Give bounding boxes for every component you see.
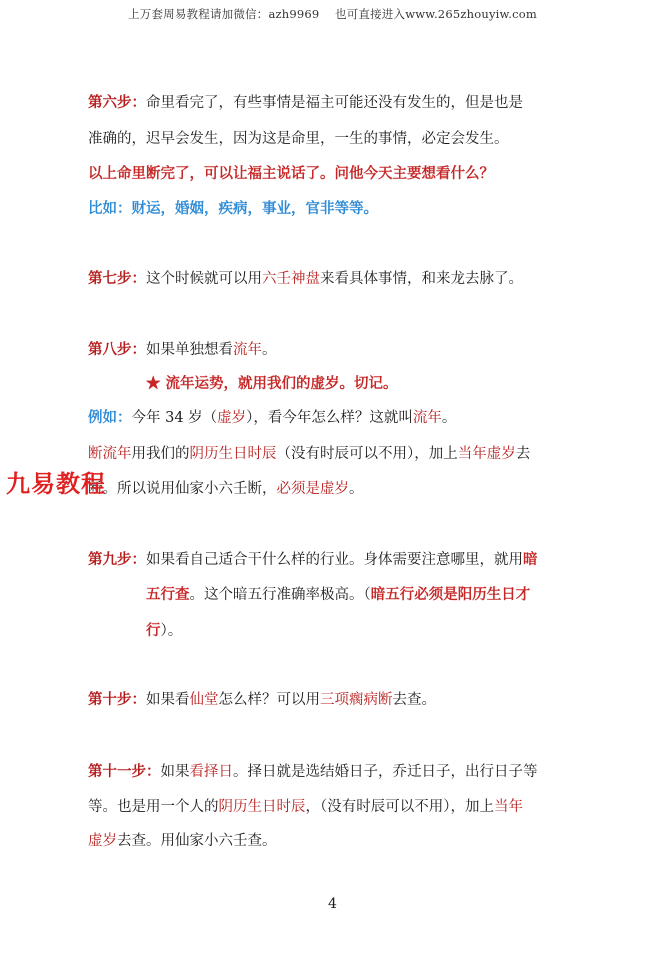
step11-line2 (88, 797, 523, 817)
step8-ex5: 。 (441, 410, 457, 426)
step8-ex1: 今年 34 岁（ (131, 410, 218, 426)
step11-line1 (88, 762, 538, 782)
step9-t1: 如果看自己适合干什么样的行业。身体需要注意哪里，就用 (146, 552, 523, 568)
step8-line (88, 340, 277, 360)
step8-d4: （没有时辰可以不用），加上 (276, 446, 458, 462)
step7-label: 第七步： (88, 270, 146, 287)
step8-d2: 用我们的 (131, 446, 190, 462)
step8-e2: 必须是虚岁 (276, 481, 349, 497)
step9-l3b: ）。 (160, 623, 183, 639)
step6-text1: 命里看完了，有些事情是福主可能还没有发生的，但是也是 (146, 95, 523, 111)
step8-highlight: 流年 (233, 342, 262, 358)
step7-highlight: 六壬神盘 (262, 271, 320, 287)
step8-text1: 如果单独想看 (146, 342, 233, 358)
step10-t2: 仙堂 (189, 692, 219, 708)
step8-example-line (88, 408, 456, 428)
step9-l2b: 。这个暗五行准确率极高。（ (189, 587, 371, 603)
page-number: 4 (328, 896, 337, 912)
step8-e1: 断。所以说用仙家小六壬断， (88, 481, 277, 497)
step8-d6: 去 (515, 446, 531, 462)
step11-l2c: ，（没有时辰可以不用），加上 (305, 799, 494, 815)
step6-line3: 以上命里断完了，可以让福主说话了。问他今天主要想看什么？ (88, 165, 494, 182)
step11-l3a: 虚岁 (88, 833, 117, 849)
step11-l3b: 去查。用仙家小六壬查。 (117, 833, 277, 849)
step9-line2 (146, 585, 530, 605)
step9-label: 第九步： (88, 551, 146, 568)
step9-l3a: 行 (146, 622, 161, 639)
step8-line-d (88, 444, 530, 464)
step10-t5: 去查。 (392, 692, 436, 708)
step8-d3: 阴历生日时辰 (189, 446, 277, 462)
step11-t3: 。择日就是选结婚日子，乔迁日子，出行日子等 (233, 764, 538, 780)
step11-t1: 如果 (160, 764, 190, 780)
step9-l2c: 暗五行必须是阳历生日才 (370, 586, 531, 603)
step11-l2a: 等。也是用一个人的 (88, 799, 219, 815)
step6-line4: 比如：财运，婚姻，疾病，事业，官非等等。 (88, 200, 378, 217)
step11-line3 (88, 831, 277, 851)
step7-text3: 来看具体事情，和来龙去脉了。 (320, 271, 523, 287)
step8-d1: 断流年 (88, 446, 132, 462)
step7-line (88, 269, 523, 289)
step9-line1 (88, 550, 538, 570)
step9-l2a: 五行查 (146, 586, 190, 603)
step11-l2b: 阴历生日时辰 (218, 799, 306, 815)
step8-ex2: 虚岁 (217, 410, 247, 426)
step8-text3: 。 (262, 342, 277, 358)
step6-line2: 准确的，迟早会发生，因为这是命里，一生的事情，必定会发生。 (88, 131, 509, 147)
page-header: 上万套周易教程请加微信：azh9969 也可直接进入www.265zhouyiw.com (128, 7, 537, 21)
step9-t2: 暗 (523, 551, 538, 568)
step8-star-line: ★ 流年运势，就用我们的虚岁。切记。 (146, 375, 398, 392)
step8-example-label: 例如： (88, 409, 132, 426)
step11-label: 第十一步： (88, 763, 161, 780)
step8-ex3: ），看今年怎么样？这就叫 (246, 410, 413, 426)
step6-label: 第六步： (88, 94, 146, 111)
step8-line-e (88, 479, 364, 499)
step8-ex4: 流年 (412, 410, 442, 426)
step10-label: 第十步： (88, 691, 146, 708)
watermark-logo: 九易教程 (6, 470, 106, 498)
step10-t3: 怎么样？可以用 (218, 692, 320, 708)
step7-text1: 这个时候就可以用 (146, 271, 262, 287)
step11-t2: 看择日 (189, 764, 233, 780)
step11-l2d: 当年 (494, 799, 523, 815)
step10-t1: 如果看 (146, 692, 190, 708)
step8-e3: 。 (349, 481, 364, 497)
step6-line1 (88, 93, 523, 113)
step10-t4: 三项瘸病断 (320, 692, 393, 708)
step10-line (88, 690, 436, 710)
step8-d5: 当年虚岁 (457, 446, 516, 462)
step9-line3 (146, 621, 182, 641)
step8-label: 第八步： (88, 341, 146, 358)
